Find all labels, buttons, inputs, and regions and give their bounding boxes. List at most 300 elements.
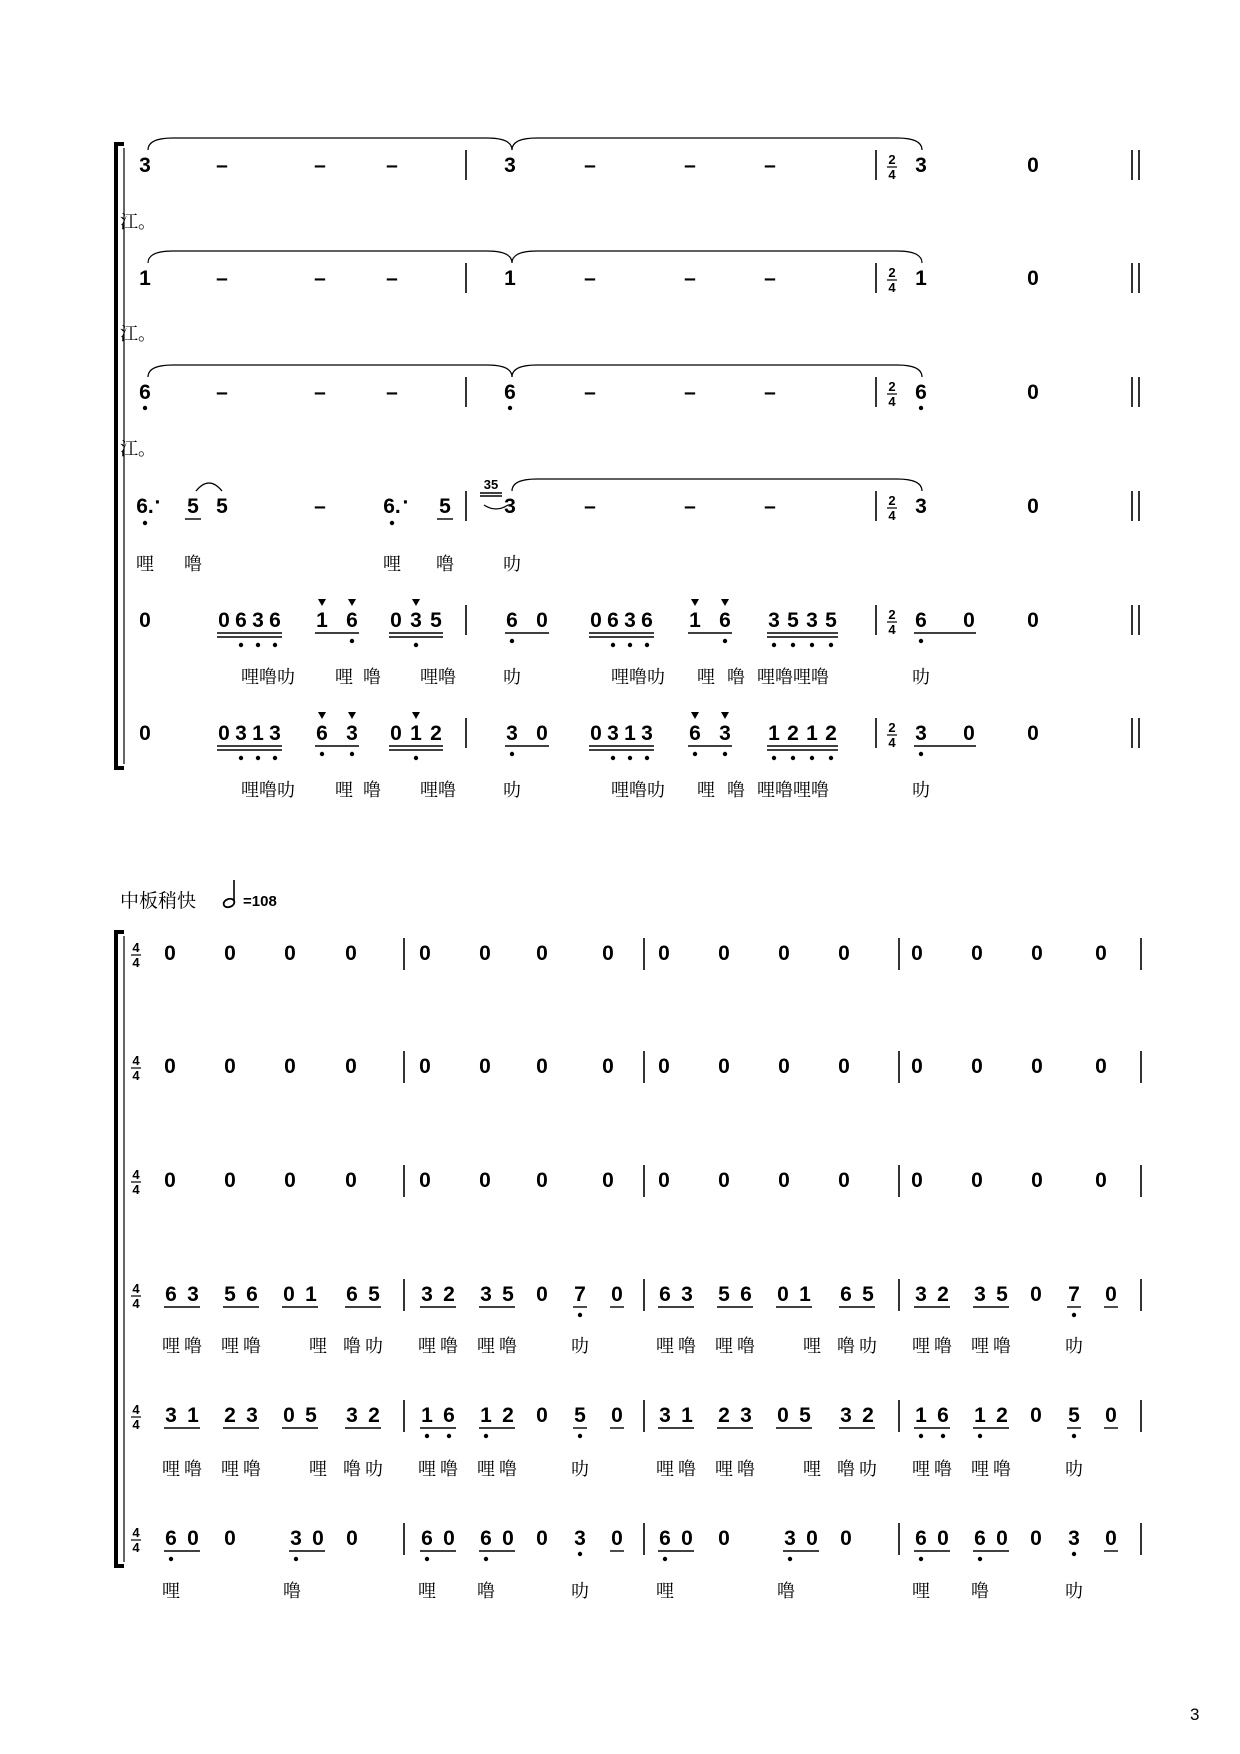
slur [196,483,222,491]
note: 6 [139,381,151,404]
lyric: 哩 [715,1336,733,1357]
note: 6 [974,1527,986,1550]
lyric: 噜 [184,1459,202,1480]
rest: 0 [1095,1169,1107,1192]
lyric: 哩 [656,1581,674,1602]
note: 2 [502,1404,514,1427]
octave-dot [273,643,277,647]
time-signature-numerator: 4 [132,1053,140,1068]
note: 5 [305,1404,317,1427]
lyric: 哩 [697,667,715,688]
note: 0 [283,1404,295,1427]
augmentation-dot: · [402,491,410,514]
accent-mark [318,712,326,719]
note: 3 [252,609,264,632]
lyric: 哩 [418,1459,436,1480]
lyric: 噜 [837,1459,855,1480]
note: 0 [611,1404,623,1427]
rest: 0 [911,942,923,965]
accent-mark [691,712,699,719]
note: 1 [915,1404,927,1427]
slur [512,138,922,150]
time-signature-numerator: 4 [132,1402,140,1417]
lyric: 哩 [136,554,154,575]
note: 6 [235,609,247,632]
note: 3 [235,722,247,745]
octave-dot [663,1557,667,1561]
lyric: 噜 [678,1459,696,1480]
rest: 0 [1095,1055,1107,1078]
time-signature-denominator: 4 [888,735,896,750]
octave-dot [239,756,243,760]
slur [512,365,922,377]
note: – [684,495,696,518]
note: 2 [368,1404,380,1427]
lyric: 哩 [221,1459,239,1480]
lyric: 叻 [365,1336,383,1357]
lyric: 噜 [499,1459,517,1480]
octave-dot [425,1434,429,1438]
lyric: 哩噜 [420,667,456,688]
note: 6 [740,1283,752,1306]
lyric: 噜 [243,1336,261,1357]
octave-dot [578,1552,582,1556]
rest: 0 [718,1527,730,1550]
page-number: 3 [1190,1705,1200,1724]
note: 6 [246,1283,258,1306]
augmentation-dot: · [154,491,162,514]
note: 3 [187,1283,199,1306]
accent-mark [691,599,699,606]
note: – [764,267,776,290]
lyric: 噜 [436,554,454,575]
lyric: 噜 [243,1459,261,1480]
slur [148,138,512,150]
note: 3 [659,1404,671,1427]
lyric: 哩 [971,1336,989,1357]
note: 3 [574,1527,586,1550]
note: 0 [1027,381,1039,404]
time-signature-denominator: 4 [888,394,896,409]
note: 0 [187,1527,199,1550]
rest: 0 [602,1055,614,1078]
rest: 0 [164,1169,176,1192]
lyric: 哩 [162,1336,180,1357]
note: 3 [784,1527,796,1550]
note: 3 [504,154,516,177]
rest: 0 [536,1169,548,1192]
note: 5 [187,495,199,518]
time-signature-numerator: 2 [888,607,896,622]
note: 3 [506,722,518,745]
note: 3 [974,1283,986,1306]
note: – [764,154,776,177]
note: 6 [346,609,358,632]
note: 6 [840,1283,852,1306]
note: 5 [996,1283,1008,1306]
rest: 0 [602,1169,614,1192]
octave-dot [484,1434,488,1438]
octave-dot [414,643,418,647]
note: 3 [246,1404,258,1427]
note: 0 [937,1527,949,1550]
note: 0 [536,722,548,745]
lyric: 哩噜叻 [241,667,295,688]
lyric: 叻 [1065,1459,1083,1480]
lyric: 哩 [803,1336,821,1357]
octave-dot [1072,1313,1076,1317]
note: 3 [719,722,731,745]
rest: 0 [911,1169,923,1192]
octave-dot [320,752,324,756]
note: 0 [283,1283,295,1306]
rest: 0 [838,1169,850,1192]
octave-dot [919,1434,923,1438]
lyric: 噜 [837,1336,855,1357]
octave-dot [447,1434,451,1438]
octave-dot [273,756,277,760]
rest: 0 [611,1527,623,1550]
time-signature-denominator: 4 [888,622,896,637]
note: 2 [430,722,442,745]
octave-dot [611,756,615,760]
time-signature-numerator: 4 [132,1525,140,1540]
note: – [684,267,696,290]
note: – [386,154,398,177]
rest: 0 [1030,1527,1042,1550]
octave-dot [645,643,649,647]
accent-mark [412,599,420,606]
lyric: 哩 [162,1459,180,1480]
octave-dot [919,752,923,756]
octave-dot [919,1557,923,1561]
lyric: 叻 [1065,1336,1083,1357]
system-2 [116,932,1141,1602]
rest: 0 [911,1055,923,1078]
octave-dot [723,639,727,643]
octave-dot [256,756,260,760]
lyric: 叻 [503,667,521,688]
rest: 0 [536,942,548,965]
note: 6 [659,1283,671,1306]
tempo-marking: 中板稍快 [120,890,197,912]
slur [512,251,922,263]
lyric: 哩 [912,1336,930,1357]
note: 6 [607,609,619,632]
time-signature-denominator: 4 [132,1417,140,1432]
note: – [314,381,326,404]
note: – [216,381,228,404]
note: – [584,154,596,177]
lyric: 哩 [971,1459,989,1480]
note: 3 [346,722,358,745]
note: 2 [787,722,799,745]
lyric: 叻 [571,1459,589,1480]
octave-dot [294,1557,298,1561]
note: 7 [574,1283,586,1306]
octave-dot [919,406,923,410]
note: – [314,495,326,518]
note: 5 [368,1283,380,1306]
octave-dot [578,1434,582,1438]
lyric: 哩 [309,1336,327,1357]
time-signature-denominator: 4 [132,955,140,970]
rest: 0 [164,942,176,965]
note: 6 [641,609,653,632]
time-signature-denominator: 4 [132,1182,140,1197]
lyric: 哩 [162,1581,180,1602]
rest: 0 [718,1055,730,1078]
time-signature-numerator: 2 [888,379,896,394]
lyric: 噜 [737,1336,755,1357]
note: 3 [681,1283,693,1306]
note: 1 [421,1404,433,1427]
rest: 0 [224,1527,236,1550]
lyric: 哩噜哩噜 [757,780,829,801]
octave-dot [611,643,615,647]
rest: 0 [1095,942,1107,965]
octave-dot [919,639,923,643]
lyric: 哩 [912,1459,930,1480]
rest: 0 [778,1055,790,1078]
note: 1 [305,1283,317,1306]
lyric: 噜 [777,1581,795,1602]
rest: 0 [718,942,730,965]
note: 0 [996,1527,1008,1550]
note: 0 [590,609,602,632]
rest: 0 [345,1169,357,1192]
lyric: 噜 [737,1459,755,1480]
rest: 0 [718,1169,730,1192]
note: 1 [139,267,151,290]
rest: 0 [971,1169,983,1192]
rest: 0 [419,1169,431,1192]
note: 1 [480,1404,492,1427]
note: 5 [574,1404,586,1427]
note: 1 [799,1283,811,1306]
note: 3 [421,1283,433,1306]
rest: 0 [224,1169,236,1192]
note: 6 [165,1283,177,1306]
rest: 0 [1031,942,1043,965]
time-signature-numerator: 4 [132,1167,140,1182]
octave-dot [810,643,814,647]
rest: 0 [479,1055,491,1078]
note: 0 [1105,1404,1117,1427]
lyric: 哩 [418,1581,436,1602]
note: 1 [504,267,516,290]
lyric: 噜 [934,1336,952,1357]
octave-dot [772,756,776,760]
rest: 0 [971,942,983,965]
note: 0 [502,1527,514,1550]
octave-dot [484,1557,488,1561]
note: 0 [536,609,548,632]
note: 3 [915,722,927,745]
half-note-icon [222,880,235,909]
lyric: 江。 [120,212,156,233]
octave-dot [1072,1434,1076,1438]
octave-dot [645,756,649,760]
note: 1 [187,1404,199,1427]
lyric: 噜 [727,780,745,801]
octave-dot [143,406,147,410]
octave-dot [143,521,147,525]
note: 6 [480,1527,492,1550]
octave-dot [941,1434,945,1438]
note: – [386,381,398,404]
note: 0 [1105,1283,1117,1306]
octave-dot [510,752,514,756]
lyric: 噜 [363,667,381,688]
note: 6. [136,495,154,518]
rest: 0 [1105,1527,1117,1550]
grace-notes: 35 [483,477,499,492]
note: 5 [1068,1404,1080,1427]
rest: 0 [658,1169,670,1192]
note: – [314,154,326,177]
note: 5 [787,609,799,632]
time-signature-numerator: 2 [888,720,896,735]
note: 3 [290,1527,302,1550]
note: 3 [480,1283,492,1306]
note: 1 [252,722,264,745]
note: 6 [269,609,281,632]
note: 0 [312,1527,324,1550]
note: 2 [224,1404,236,1427]
note: 6 [346,1283,358,1306]
note: 1 [768,722,780,745]
octave-dot [425,1557,429,1561]
lyric: 噜 [440,1336,458,1357]
note: 0 [390,609,402,632]
note: 0 [611,1283,623,1306]
lyric: 噜 [477,1581,495,1602]
note: 0 [1030,1283,1042,1306]
lyric: 噜 [727,667,745,688]
octave-dot [390,521,394,525]
lyric: 哩 [477,1459,495,1480]
lyric: 叻 [912,780,930,801]
octave-dot [829,756,833,760]
note: 0 [443,1527,455,1550]
note: 0 [390,722,402,745]
note: 5 [216,495,228,518]
lyric: 噜 [184,1336,202,1357]
lyric: 哩 [697,780,715,801]
time-signature-denominator: 4 [888,280,896,295]
time-signature-numerator: 4 [132,1281,140,1296]
rest: 0 [840,1527,852,1550]
octave-dot [1072,1552,1076,1556]
note: – [216,267,228,290]
note: – [584,495,596,518]
rest: 0 [139,722,151,745]
accent-mark [348,712,356,719]
note: 2 [825,722,837,745]
rest: 0 [536,1527,548,1550]
rest: 0 [536,1055,548,1078]
lyric: 哩噜叻 [241,780,295,801]
octave-dot [350,639,354,643]
note: 6 [506,609,518,632]
note: 6 [937,1404,949,1427]
note: 6 [165,1527,177,1550]
note: – [684,154,696,177]
slur [148,251,512,263]
lyric: 哩 [656,1336,674,1357]
time-signature-numerator: 2 [888,493,896,508]
tempo-bpm: =108 [243,893,277,910]
rest: 0 [1027,609,1039,632]
note: 3 [806,609,818,632]
octave-dot [810,756,814,760]
note: 2 [443,1283,455,1306]
rest: 0 [284,1169,296,1192]
rest: 0 [778,1169,790,1192]
note: 3 [139,154,151,177]
note: 3 [624,609,636,632]
note: 2 [862,1404,874,1427]
octave-dot [723,752,727,756]
note: 6 [504,381,516,404]
note: 5 [718,1283,730,1306]
time-signature-numerator: 2 [888,152,896,167]
note: 5 [799,1404,811,1427]
time-signature-denominator: 4 [132,1068,140,1083]
note: 3 [768,609,780,632]
lyric: 哩 [309,1459,327,1480]
note: 6 [421,1527,433,1550]
note: – [684,381,696,404]
note: 3 [915,154,927,177]
note: 5 [862,1283,874,1306]
note: 6 [915,609,927,632]
lyric: 噜 [993,1459,1011,1480]
note: 0 [963,609,975,632]
time-signature-denominator: 4 [888,508,896,523]
note: 0 [218,722,230,745]
octave-dot [829,643,833,647]
note: 2 [996,1404,1008,1427]
slur [148,365,512,377]
octave-dot [693,752,697,756]
lyric: 哩 [715,1459,733,1480]
note: 7 [1068,1283,1080,1306]
lyric: 哩噜叻 [611,667,665,688]
note: 6 [689,722,701,745]
note: 3 [915,1283,927,1306]
note: – [764,381,776,404]
lyric: 噜 [499,1336,517,1357]
octave-dot [256,643,260,647]
rest: 0 [345,1055,357,1078]
note: 1 [689,609,701,632]
lyric: 哩 [477,1336,495,1357]
note: 1 [915,267,927,290]
note: 3 [607,722,619,745]
note: 6. [383,495,401,518]
rest: 0 [479,942,491,965]
slur [512,479,922,491]
lyric: 哩 [656,1459,674,1480]
note: – [584,267,596,290]
octave-dot [978,1557,982,1561]
lyric: 叻 [1065,1581,1083,1602]
lyric: 叻 [503,780,521,801]
octave-dot [350,752,354,756]
octave-dot [508,406,512,410]
